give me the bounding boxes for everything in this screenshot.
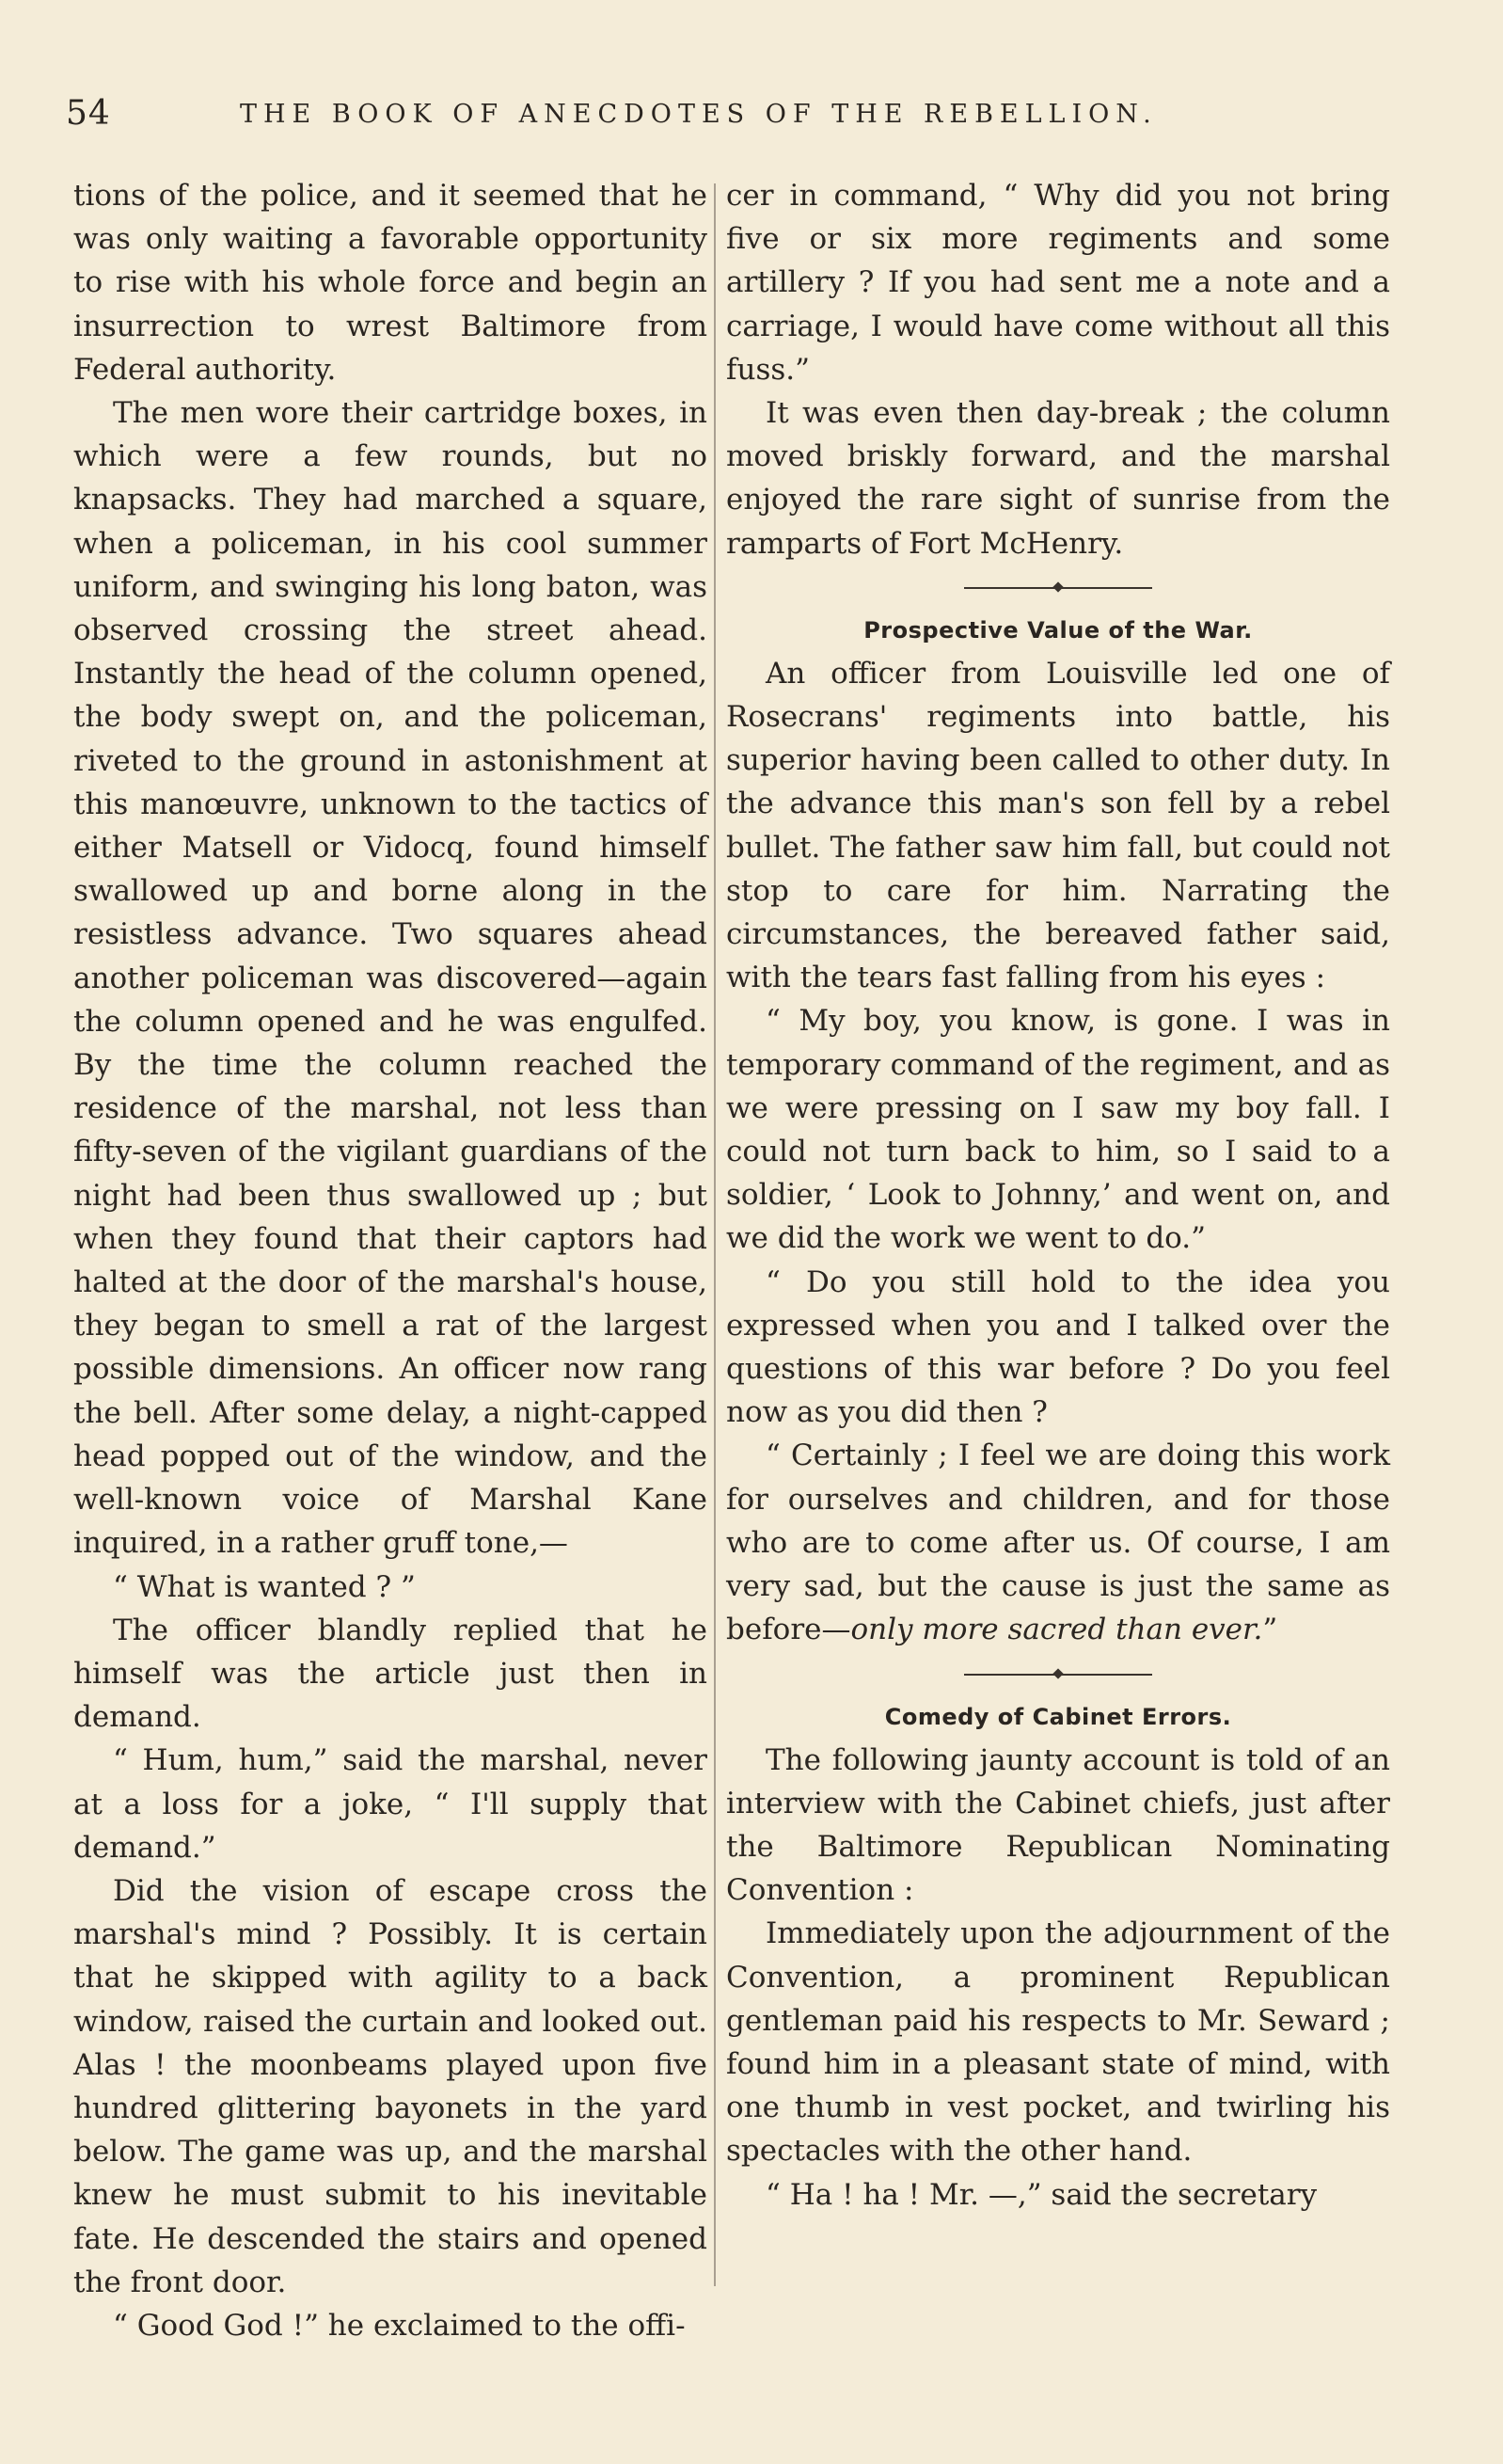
page-number: 54 xyxy=(66,94,111,133)
paragraph: An officer from Louisville led one of Rosecrans' regiments into battle, his superior having been called to other duty. In the advance this man's son fell by a rebel bullet. The father saw him fall, but could not stop to care for him. Narrating the circumstances, the bereaved father said, with the tears fast falling from his eyes : xyxy=(726,656,1390,995)
paragraph: Did the vision of escape cross the marshal's mind ? Possibly. It is certain that he skipped with agility to a back window, raised the curtain and looked out. Alas ! the moonbeams played upon five hundred glittering bayonets in the yard below. The game was up, and the marshal knew he must submit to his inevitable fate. He descended the stairs and opened the front door. xyxy=(73,1873,707,2299)
paragraph: The men wore their cartridge boxes, in which were a few rounds, but no knapsacks. They had marched a square, when a policeman, in his cool summer uniform, and swinging his long baton, was observed crossing the street ahead. Instantly the head of the column opened, the body swept on, and the policeman, riveted to the ground in astonishment at this manœuvre, unknown to the tactics of either Matsell or Vidocq, found himself swallowed up and borne along in the resistless advance. Two squares ahead another policeman was discovered—again the column opened and he was engulfed. By the time the column reached the residence of the marshal, not less than fifty-seven of the vigilant guardians of the night had been thus swallowed up ; but when they found that their captors had halted at the door of the marshal's house, they began to smell a rat of the largest possible dimensions. An officer now rang the bell. After some delay, a night-capped head popped out of the window, and the well-known voice of Marshal Kane inquired, in a rather gruff tone,— xyxy=(73,396,707,1561)
paragraph: cer in command, “ Why did you not bring five or six more regiments and some artillery ? If you had sent me a note and a carriage, I would have come without all this fuss.” xyxy=(726,179,1390,387)
paragraph: Immediately upon the adjournment of the Convention, a prominent Republican gentleman paid his respects to Mr. Seward ; found him in a pleasant state of mind, with one thumb in vest pocket, and twirling his spectacles with the other hand. xyxy=(726,1916,1390,2169)
italic-emphasis: only more sacred than ever. xyxy=(850,1613,1263,1647)
running-head xyxy=(66,94,1383,151)
paragraph: It was even then day-break ; the column moved briskly forward, and the marshal enjoyed the rare sight of sunrise from the ramparts of Fort McHenry. xyxy=(726,396,1390,561)
paragraph: “ My boy, you know, is gone. I was in temporary command of the regiment, and as we were pressing on I saw my boy fall. I could not turn back to him, so I said to a soldier, ‘ Look to Johnny,’ and went on, and we did the work we went to do.” xyxy=(726,1004,1390,1256)
section-heading: Prospective Value of the War. xyxy=(863,616,1253,644)
right-column xyxy=(726,174,1390,2217)
paragraph-text: “ Certainly ; I feel we are doing this work for ourselves and children, and for those who are to come after us. Of course, I am very sad, but the cause is just the same as before— xyxy=(726,1439,1390,1647)
paragraph: The officer blandly replied that he himself was the article just then in demand. xyxy=(73,1613,707,1735)
column-divider-rule xyxy=(714,183,716,2286)
paragraph: “ Hum, hum,” said the marshal, never at a loss for a joke, “ I'll supply that demand.” xyxy=(73,1743,707,1865)
closing-quote: ” xyxy=(1262,1613,1278,1647)
paragraph xyxy=(726,1434,1390,1651)
paragraph: tions of the police, and it seemed that he was only waiting a favorable opportunity to rise with his whole force and begin an insurrection to wrest Baltimore from Federal authority. xyxy=(73,179,707,387)
paragraph: “ Ha ! ha ! Mr. —,” said the secretary xyxy=(766,2177,1318,2212)
book-title: THE BOOK OF ANECDOTES OF THE REBELLION. xyxy=(240,100,1158,129)
left-column xyxy=(73,174,707,2347)
paragraph: “ Good God !” he exclaimed to the offi- xyxy=(113,2308,686,2343)
section-divider xyxy=(726,565,1390,609)
paragraph: The following jaunty account is told of an interview with the Cabinet chiefs, just after the Baltimore Republican Nominating Convention : xyxy=(726,1742,1390,1908)
paragraph: “ What is wanted ? ” xyxy=(113,1569,416,1604)
section-divider xyxy=(726,1652,1390,1695)
paragraph: “ Do you still hold to the idea you expressed when you and I talked over the questions of this war before ? Do you feel now as you did then ? xyxy=(726,1264,1390,1430)
section-heading: Comedy of Cabinet Errors. xyxy=(884,1703,1232,1730)
